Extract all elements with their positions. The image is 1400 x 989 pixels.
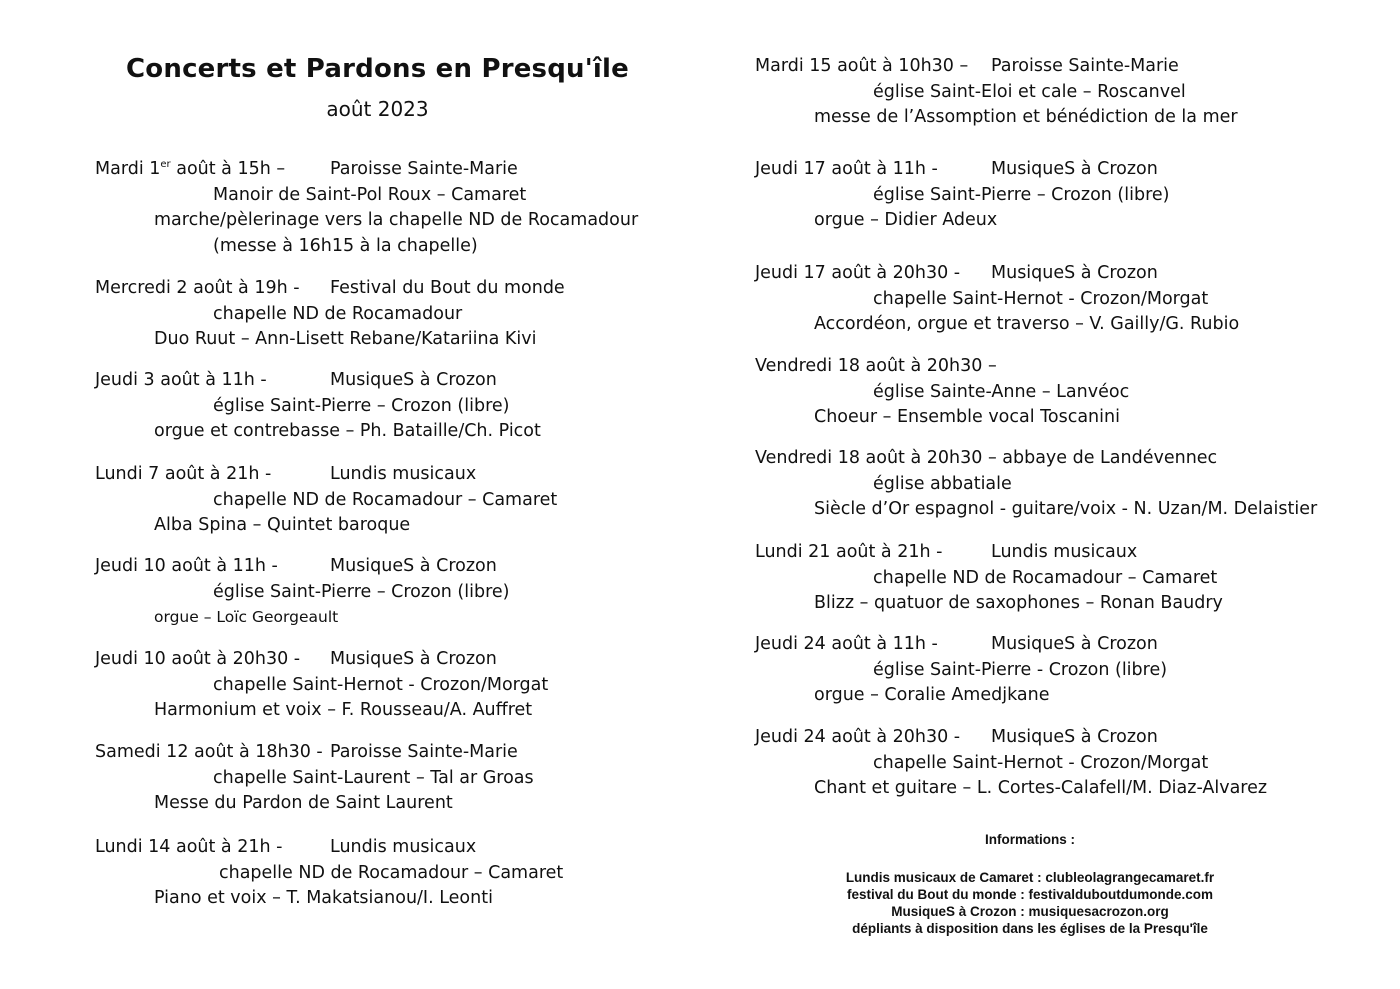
event-organizer: MusiqueS à Crozon <box>991 263 1158 283</box>
event-date: Lundi 7 août à 21h - <box>95 464 272 484</box>
event-entry <box>95 462 735 539</box>
event-description: Chant et guitare – L. Cortes-Calafell/M. Diaz-Alvarez <box>814 778 1268 798</box>
event-entry <box>755 157 1375 234</box>
event-description: Harmonium et voix – F. Rousseau/A. Auffret <box>154 700 533 720</box>
event-extra: (messe à 16h15 à la chapelle) <box>213 235 478 256</box>
event-date: Jeudi 24 août à 11h - <box>755 634 938 654</box>
event-entry <box>95 647 735 724</box>
info-block <box>755 830 1305 937</box>
event-place: chapelle Saint-Hernot - Crozon/Morgat <box>873 288 1209 309</box>
info-line: dépliants à disposition dans les églises de la Presqu'île <box>852 921 1208 936</box>
event-description: marche/pèlerinage vers la chapelle ND de Rocamadour <box>154 210 639 230</box>
event-place: chapelle Saint-Laurent – Tal ar Groas <box>213 767 534 788</box>
event-description: Alba Spina – Quintet baroque <box>154 515 411 535</box>
event-place: chapelle ND de Rocamadour – Camaret <box>213 489 558 510</box>
event-date: Vendredi 18 août à 20h30 – abbaye de Landévennec <box>755 448 1218 468</box>
event-organizer: Lundis musicaux <box>991 542 1138 562</box>
event-organizer: MusiqueS à Crozon <box>991 634 1158 654</box>
info-line: MusiqueS à Crozon : musiquesacrozon.org <box>891 904 1169 919</box>
event-place: église Saint-Pierre - Crozon (libre) <box>873 659 1168 680</box>
event-description: Siècle d’Or espagnol - guitare/voix - N. Uzan/M. Delaistier <box>814 499 1318 519</box>
event-entry <box>755 261 1375 338</box>
event-entry <box>95 554 735 631</box>
info-line: Lundis musicaux de Camaret : clubleolagrangecamaret.fr <box>845 870 1215 885</box>
event-description: Choeur – Ensemble vocal Toscanini <box>814 407 1120 427</box>
event-date: Samedi 12 août à 18h30 - <box>95 742 323 762</box>
event-date: Jeudi 24 août à 20h30 - <box>755 727 961 747</box>
event-organizer: MusiqueS à Crozon <box>330 370 497 390</box>
event-date: Jeudi 10 août à 11h - <box>95 556 278 576</box>
event-date: Mardi 15 août à 10h30 – <box>755 56 969 76</box>
event-description: orgue – Coralie Amedjkane <box>814 685 1050 705</box>
event-organizer: Lundis musicaux <box>330 464 477 484</box>
event-date: Jeudi 3 août à 11h - <box>95 370 267 390</box>
event-place: Manoir de Saint-Pol Roux – Camaret <box>213 184 527 205</box>
event-entry <box>755 354 1375 431</box>
event-place: église Saint-Pierre – Crozon (libre) <box>213 581 510 602</box>
event-place: chapelle Saint-Hernot - Crozon/Morgat <box>873 752 1209 773</box>
event-place: église Saint-Pierre – Crozon (libre) <box>213 395 510 416</box>
event-organizer: MusiqueS à Crozon <box>330 649 497 669</box>
event-organizer: Paroisse Sainte-Marie <box>330 159 518 179</box>
event-entry <box>95 368 735 445</box>
event-description: Blizz – quatuor de saxophones – Ronan Baudry <box>814 593 1223 613</box>
event-date: Mercredi 2 août à 19h - <box>95 278 300 298</box>
event-description: Accordéon, orgue et traverso – V. Gailly/G. Rubio <box>814 314 1240 334</box>
event-entry <box>755 632 1375 709</box>
event-organizer: Paroisse Sainte-Marie <box>330 742 518 762</box>
event-place: église abbatiale <box>873 473 1012 494</box>
event-place: église Sainte-Anne – Lanvéoc <box>873 381 1130 402</box>
event-entry <box>755 725 1375 802</box>
event-description: Duo Ruut – Ann-Lisett Rebane/Katariina Kivi <box>154 329 537 349</box>
event-description: messe de l’Assomption et bénédiction de la mer <box>814 107 1238 127</box>
event-place: chapelle ND de Rocamadour <box>213 303 463 324</box>
event-date: Jeudi 17 août à 20h30 - <box>755 263 961 283</box>
event-description: orgue – Loïc Georgeault <box>154 608 339 626</box>
event-organizer: MusiqueS à Crozon <box>330 556 497 576</box>
event-organizer: Lundis musicaux <box>330 837 477 857</box>
event-organizer: MusiqueS à Crozon <box>991 159 1158 179</box>
event-date: Vendredi 18 août à 20h30 – <box>755 356 997 376</box>
event-entry <box>755 54 1375 131</box>
event-entry <box>95 157 735 259</box>
event-entry <box>755 446 1375 523</box>
event-place: église Saint-Eloi et cale – Roscanvel <box>873 81 1186 102</box>
event-place: chapelle Saint-Hernot - Crozon/Morgat <box>213 674 549 695</box>
event-description: Messe du Pardon de Saint Laurent <box>154 793 453 813</box>
event-description: orgue – Didier Adeux <box>814 210 998 230</box>
event-place: église Saint-Pierre – Crozon (libre) <box>873 184 1170 205</box>
page-subtitle: août 2023 <box>326 97 429 121</box>
page-title: Concerts et Pardons en Presqu'île <box>126 54 629 84</box>
event-entry <box>95 276 735 353</box>
info-title: Informations : <box>985 832 1075 847</box>
event-entry <box>95 835 735 912</box>
event-date: Mardi 1er août à 15h – <box>95 159 286 179</box>
event-place: chapelle ND de Rocamadour – Camaret <box>219 862 564 883</box>
event-place: chapelle ND de Rocamadour – Camaret <box>873 567 1218 588</box>
event-entry <box>95 740 735 817</box>
event-description: orgue et contrebasse – Ph. Bataille/Ch. Picot <box>154 421 541 441</box>
event-date: Jeudi 17 août à 11h - <box>755 159 938 179</box>
event-description: Piano et voix – T. Makatsianou/I. Leonti <box>154 888 493 908</box>
event-date: Jeudi 10 août à 20h30 - <box>95 649 301 669</box>
event-organizer: MusiqueS à Crozon <box>991 727 1158 747</box>
event-entry <box>755 540 1375 617</box>
info-line: festival du Bout du monde : festivalduboutdumonde.com <box>846 887 1213 902</box>
event-organizer: Festival du Bout du monde <box>330 278 565 298</box>
event-date: Lundi 21 août à 21h - <box>755 542 943 562</box>
left-column <box>95 157 735 908</box>
event-organizer: Paroisse Sainte-Marie <box>991 56 1179 76</box>
event-date: Lundi 14 août à 21h - <box>95 837 283 857</box>
